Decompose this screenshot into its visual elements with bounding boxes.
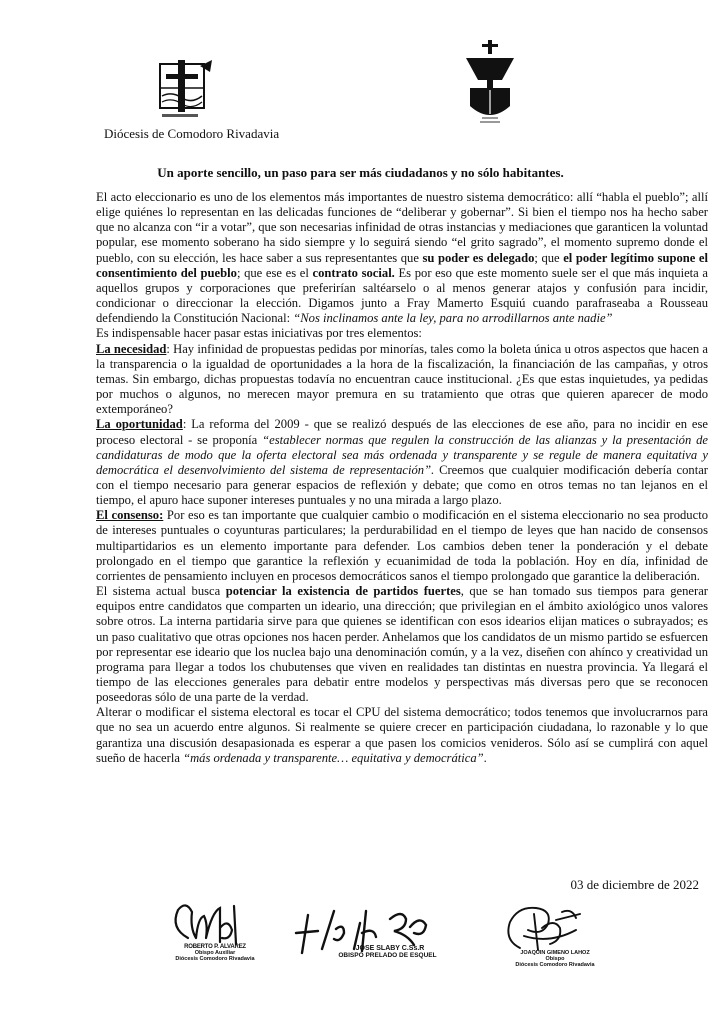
bold-run: contrato social. — [312, 265, 395, 280]
signer-role: OBISPO PRELADO DE ESQUEL — [338, 952, 437, 959]
signer-diocese: Diócesis Comodoro Rivadavia — [515, 962, 595, 968]
text-run: ; que ese es el — [236, 265, 313, 280]
paragraph-conclusion — [96, 705, 708, 766]
signer-role: Obispo — [545, 956, 565, 962]
text-run: . — [483, 750, 487, 765]
text-run: ; que — [534, 250, 564, 265]
diocese-seal-icon — [152, 58, 222, 120]
bold-run: potenciar la existencia de partidos fuertes — [225, 584, 461, 599]
text-run: Alterar o modificar el sistema electoral es tocar el CPU del sistema democrático; todos tenemos que involucrarnos para que no sea un acuerdo entre algunos. Si realmente se quiere crecer en participación ciudadana, lo razonable y lo que garantiza una discusión desapasionada es esperar a que pasen los comicios venideros. Sólo así se cumplirá con aquel sueño de hacerla — [96, 705, 708, 765]
text-run: Creemos que cualquier modificación debería contar con el tiempo necesario para generar espacios de reflexión y debate; que como en otros temas no tan lejanos en el tiempo, el apuro hace suponer intereses puntuales y no una mirada a largo plazo. — [96, 462, 708, 508]
signature-block-gimeno — [480, 900, 630, 968]
italic-quote: “Nos inclinamos ante la ley, para no arrodillarnos ante nadie” — [293, 311, 613, 326]
handwritten-signature-icon — [480, 900, 630, 956]
text-run: Es por eso que este momento suele ser el que más inquieta a aquellos grupos y corporaciones que preferirían saltéarselo o al menos generar atajos y confusión para incidir, condicionar o direccionar la elección. Digamos junto a Fray Mamerto Esquiú cuando parafraseaba a Rousseau defendiendo la Constitución Nacional: — [96, 265, 708, 326]
bold-run: su poder es delegado — [422, 250, 535, 265]
signer-role: Obispo Auxiliar — [194, 950, 236, 956]
signer-name: JOAQUIN GIMENO LAHOZ — [520, 950, 590, 956]
paragraph-opportunity — [96, 417, 708, 508]
signer-name: JOSE SLABY C.Ss.R — [355, 945, 425, 952]
text-run: El acto eleccionario es uno de los elementos más importantes de nuestro sistema democrático: allí “habla el pueblo”; allí elige quiénes lo representan en las delicadas funciones de “deliberar y gobernar”. Si bien el tiempo nos ha hecho saber que no alcanza con “ir a votar”, que son necesarias infinidad de otras instancias y mediaciones que garanticen la voluntad popular, ese momento soberano ha sido siempre y lo seguirá siendo “el grito sagrado”, el momento supremo donde el pueblo, con su elección, les hace saber a sus representantes que — [96, 190, 708, 265]
signature-block-alvarez — [140, 898, 290, 962]
paragraph-elements: Es indispensable hacer pasar estas iniciativas por tres elementos: — [96, 326, 422, 341]
text-run: El sistema actual busca — [96, 584, 226, 599]
document-title: Un aporte sencillo, un paso para ser más ciudadanos y no sólo habitantes. — [157, 165, 564, 180]
bold-run: el poder legítimo supone el consentimiento del pueblo — [96, 250, 708, 280]
text-run: Por eso es tan importante que cualquier cambio o modificación en el sistema eleccionario no sea producto de intereses puntuales o coyunturas particulares; la perdurabilidad en el tiempo de leyes que han nacido de consensos multipartidarios es un elemento importante para defender. Los cambios deben tener la ponderación y el debate prolongado en el tiempo que garantice la reflexión y ecuanimidad de toda la población. Hoy en día, infinidad de corrientes de pensamiento incluyen en procesos democráticos sanos el tiempo prolongado que garantice la deliberación. — [96, 508, 708, 583]
section-label: La necesidad — [96, 341, 167, 356]
signer-name: ROBERTO P. ALVAREZ — [184, 944, 246, 950]
section-label: La oportunidad — [96, 417, 183, 432]
paragraph-necessity — [96, 342, 708, 418]
paragraph-parties — [96, 584, 708, 705]
paragraph-intro — [96, 190, 708, 326]
letter-body — [96, 190, 708, 766]
handwritten-signature-icon — [140, 898, 290, 948]
text-run: : La reforma del 2009 - que se realizó después de las elecciones de ese año, para no incidir en ese proceso electoral - se proponía — [96, 417, 708, 447]
signature-block-slaby — [290, 905, 460, 959]
section-label: El consenso: — [96, 508, 164, 523]
diocese-name: Diócesis de Comodoro Rivadavia — [104, 126, 280, 141]
document-date: 03 de diciembre de 2022 — [570, 877, 699, 892]
italic-quote: “establecer normas que regulen la construcción de las alianzas y la presentación de candidaturas de modo que la oferta electoral sea más ordenada y transparente y se regule de manera equitativa y democrática el desenvolvimiento del sistema de representación”. — [96, 432, 708, 477]
signer-diocese: Diócesis Comodoro Rivadavia — [175, 956, 255, 962]
text-run: : Hay infinidad de propuestas pedidas por minorías, tales como la boleta única u otros aspectos que hacen a la transparencia o la igualdad de oportunidades a la hora de la fiscalización, la financiación de las campañas, y otros temas. Sin embargo, dichas propuestas todavía no encuentran cauce institucional. ¿Es que estas inquietudes, ya pedidas por muchos o algunos, no merecen mayor premura en su tratamiento que otras que quieren aparecer de modo extemporáneo? — [96, 341, 708, 417]
italic-quote: “más ordenada y transparente… equitativa y democrática” — [183, 750, 484, 765]
paragraph-consensus — [96, 508, 708, 584]
text-run: , que se han tomado sus tiempos para generar equipos entre candidatos que comparten un ideario, una dirección; que privilegian en el ámbito axiológico unos valores sobre otros. La interna partidaria sirve para que quienes se identifican con esos idearios elijan matices o subrayados; es un paso cualitativo que otras opciones nos hacen perder. Anhelamos que los candidatos de un mismo partido se esfuercen por representar ese ideario que los nuclea bajo una denominación común, y a la vez, diseñen con ahínco y creatividad un programa para llegar a todos los chubutenses que viven en realidades tan distintas en nuestra provincia. Ya llegará el tiempo de las elecciones generales para debatir entre modelos y perspectivas más diversas pero que se reconocen poseedoras sólo de una parte de la verdad. — [96, 584, 708, 705]
chalice-crest-icon — [462, 40, 518, 126]
